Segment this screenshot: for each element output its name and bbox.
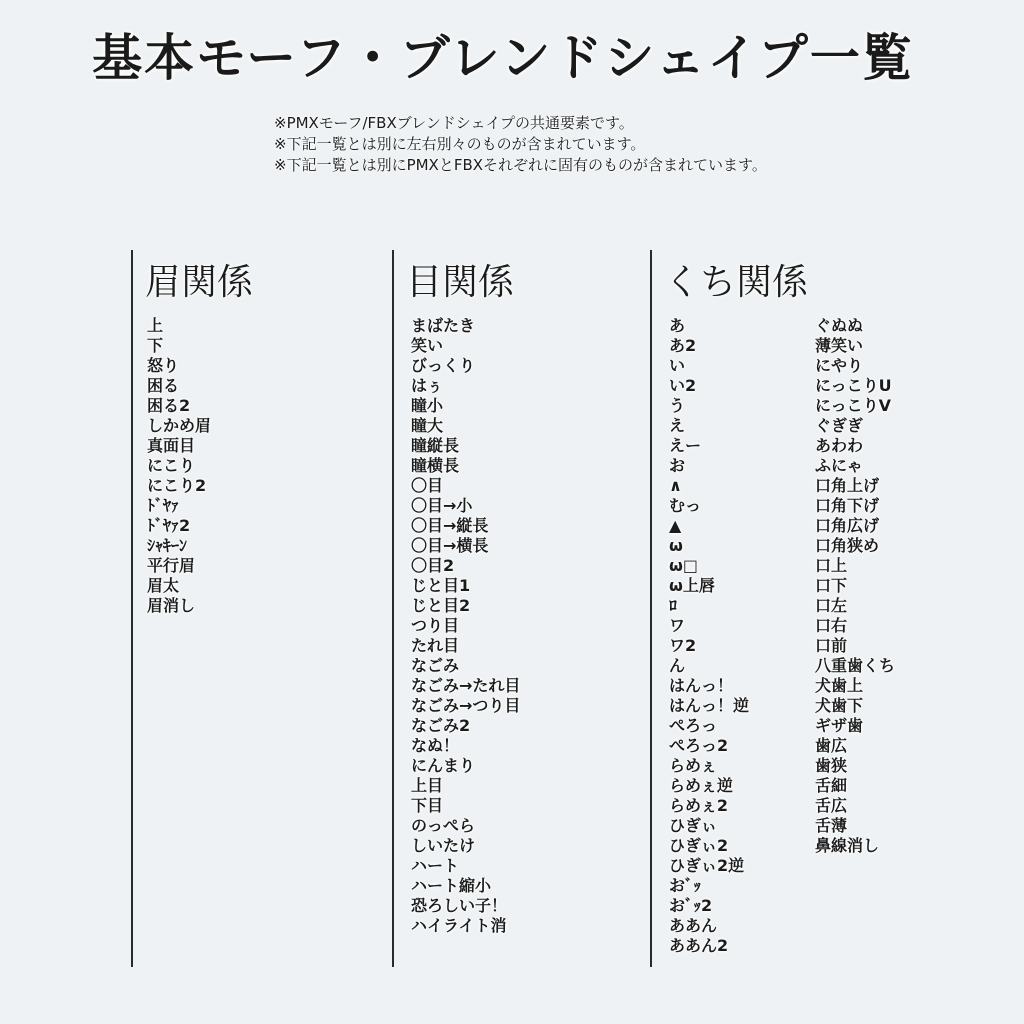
list-item: なごみ2 (411, 716, 471, 735)
list-item: ワ (669, 616, 686, 635)
mouth-list-left (669, 316, 749, 956)
list-item: らめぇ逆 (669, 776, 733, 795)
list-item: じと目2 (411, 596, 471, 615)
mouth-column (650, 250, 896, 967)
list-item: にこり2 (147, 476, 207, 495)
note-line: ※下記一覧とは別にPMXとFBXそれぞれに固有のものが含まれています。 (274, 156, 767, 174)
list-item: ﾄﾞﾔｧ (147, 496, 180, 515)
list-item: 口角上げ (815, 476, 880, 495)
eye-heading: 目関係 (406, 262, 515, 303)
list-item: 口右 (815, 616, 848, 635)
list-item: 上目 (411, 776, 444, 795)
list-item: ﾛ (669, 596, 678, 615)
list-item: あ (669, 316, 686, 335)
list-item: 口上 (815, 556, 848, 575)
list-item: 瞳小 (411, 396, 444, 415)
list-item: 犬歯上 (815, 676, 864, 695)
list-item: つり目 (411, 616, 460, 635)
list-item: 怒り (147, 356, 180, 375)
list-item: にっこりV (815, 396, 892, 415)
list-item: ハート縮小 (411, 876, 492, 895)
list-item: にっこりU (815, 376, 892, 395)
list-item: ギザ歯 (815, 716, 864, 735)
list-item: え (669, 416, 686, 435)
list-item: 下目 (411, 796, 444, 815)
list-item: ▲ (669, 516, 682, 535)
list-item: 歯広 (815, 736, 848, 755)
list-item: 舌薄 (815, 816, 848, 835)
list-item: う (669, 396, 686, 415)
eye-column (392, 250, 521, 967)
list-item: ∧ (669, 476, 682, 495)
list-item: ひぎぃ2 (669, 836, 729, 855)
list-item: にこり (147, 456, 196, 475)
list-item: ふにゃ (815, 456, 863, 475)
list-item: らめぇ (669, 756, 717, 775)
list-item: 口前 (815, 636, 848, 655)
list-item: なごみ→つり目 (411, 696, 521, 715)
list-item: 鼻線消し (815, 836, 880, 855)
list-item: 恐ろしい子！ (411, 896, 508, 915)
list-item: にやり (815, 356, 864, 375)
mouth-heading: くち関係 (664, 262, 809, 303)
list-item: ハート (411, 856, 460, 875)
list-item: 平行眉 (147, 556, 196, 575)
list-item: ハイライト消 (411, 916, 507, 935)
list-item: 八重歯くち (815, 656, 896, 675)
list-item: はぅ (411, 376, 444, 395)
list-item: ああん2 (669, 936, 729, 955)
list-item: 瞳大 (411, 416, 444, 435)
list-item: い (669, 356, 686, 375)
list-item: しいたけ (411, 836, 476, 855)
list-item: 瞳縦長 (411, 436, 460, 455)
list-item: ω (669, 536, 683, 555)
list-item: 〇目 (411, 476, 444, 495)
list-item: ω□ (669, 556, 699, 575)
list-item: びっくり (411, 356, 476, 375)
list-item: ぺろっ2 (669, 736, 729, 755)
list-item: あ2 (669, 336, 697, 355)
list-item: はんっ！逆 (669, 696, 750, 715)
brow-column (131, 250, 254, 967)
list-item: 薄笑い (815, 336, 864, 355)
list-item: 笑い (411, 336, 444, 355)
note-line: ※PMXモーフ/FBXブレンドシェイプの共通要素です。 (274, 114, 634, 132)
list-item: ぐぎぎ (815, 416, 864, 435)
list-item: ｼｬｷｰﾝ (147, 536, 188, 555)
mouth-list-right (815, 316, 895, 856)
list-item: なぬ！ (411, 736, 460, 755)
list-item: 〇目→横長 (411, 536, 489, 555)
list-item: 真面目 (147, 436, 196, 455)
list-item: 犬歯下 (815, 696, 864, 715)
list-item: 困る (147, 376, 180, 395)
list-item: にんまり (411, 756, 476, 775)
eye-list (411, 316, 520, 936)
note-line: ※下記一覧とは別に左右別々のものが含まれています。 (274, 135, 646, 153)
notes (274, 113, 767, 176)
list-item: 口左 (815, 596, 848, 615)
brow-heading: 眉関係 (145, 262, 254, 303)
list-item: ワ2 (669, 636, 697, 655)
list-item: 口角下げ (815, 496, 880, 515)
list-item: なごみ (411, 656, 460, 675)
list-item: あわわ (815, 436, 864, 455)
page-title: 基本モーフ・ブレンドシェイプ一覧 (92, 29, 914, 87)
list-item: おﾞｯ (669, 876, 702, 895)
list-item: ぺろっ (669, 716, 718, 735)
list-item: 口下 (815, 576, 848, 595)
list-item: ぐぬぬ (815, 316, 864, 335)
list-item: 〇目→小 (411, 496, 473, 515)
list-item: まばたき (411, 316, 476, 335)
list-item: 下 (147, 336, 164, 355)
list-item: 〇目→縦長 (411, 516, 489, 535)
list-item: むっ (669, 496, 702, 515)
list-item: なごみ→たれ目 (411, 676, 521, 695)
list-item: じと目1 (411, 576, 471, 595)
list-item: はんっ！ (669, 676, 734, 695)
list-item: 舌細 (815, 776, 848, 795)
list-item: ω上唇 (669, 576, 715, 595)
list-item: お (669, 456, 686, 475)
list-item: 口角狭め (815, 536, 880, 555)
list-item: ﾄﾞﾔｧ2 (147, 516, 191, 535)
list-item: らめぇ2 (669, 796, 728, 815)
list-item: えー (669, 436, 702, 455)
list-item: ん (669, 656, 686, 675)
list-item: 口角広げ (815, 516, 880, 535)
list-item: 舌広 (815, 796, 848, 815)
list-item: ひぎぃ2逆 (669, 856, 745, 875)
list-item: 眉太 (147, 576, 180, 595)
list-item: 〇目2 (411, 556, 455, 575)
list-item: 困る2 (147, 396, 191, 415)
list-item: 瞳横長 (411, 456, 460, 475)
list-item: しかめ眉 (147, 416, 212, 435)
list-item: い2 (669, 376, 697, 395)
list-item: のっぺら (411, 816, 475, 835)
brow-list (147, 316, 211, 616)
list-item: 眉消し (147, 596, 196, 615)
list-item: 歯狭 (815, 756, 848, 775)
list-item: 上 (147, 316, 164, 335)
list-item: おﾞｯ2 (669, 896, 713, 915)
list-item: ひぎぃ (669, 816, 718, 835)
list-item: ああん (669, 916, 718, 935)
list-item: たれ目 (411, 636, 460, 655)
